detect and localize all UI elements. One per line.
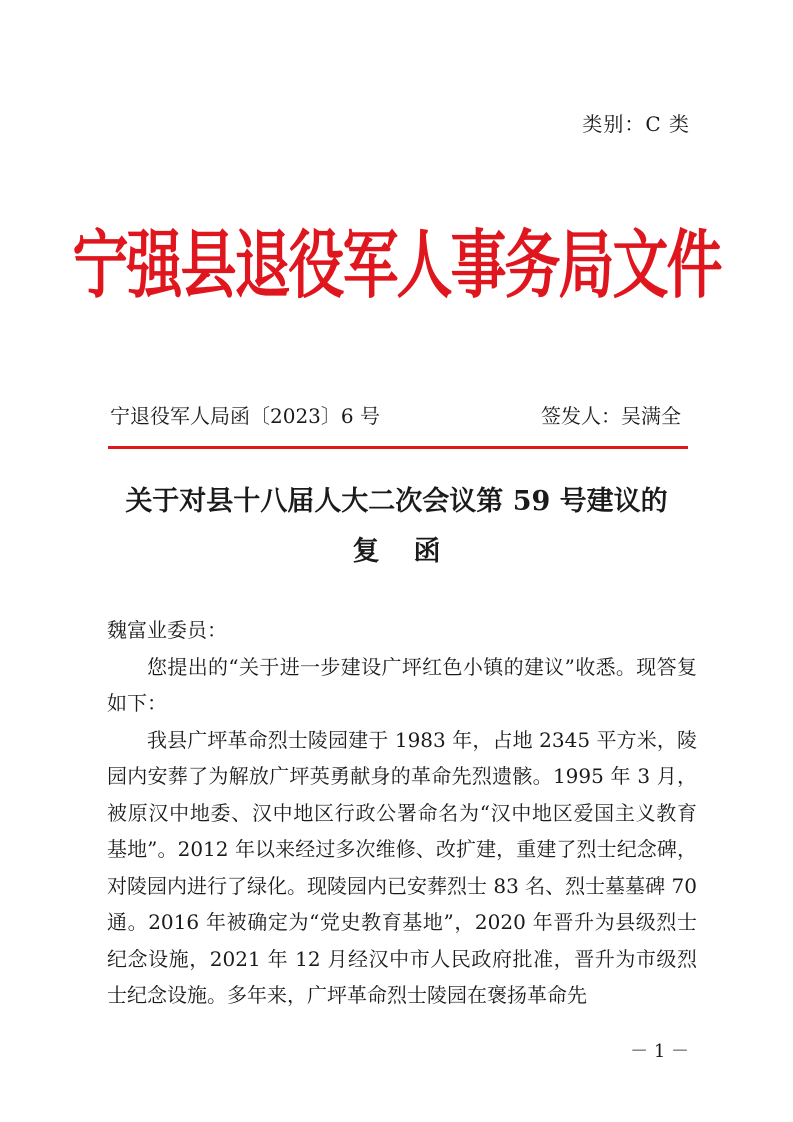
paragraph: 我县广坪革命烈士陵园建于 1983 年，占地 2345 平方米，陵园内安葬了为解放广坪英勇献身的革命先烈遗骸。1995 年 3 月，被原汉中地委、汉中地区行政公署命名为“汉中地区爱国主义教育基地”。2012 年以来经过多次维修、改扩建，重建了烈士纪念碑，对陵园内进行了绿化。现陵园内已安葬烈士 83 名、烈士墓墓碑 70 通。2016 年被确定为“党史教育基地”，2020 年晋升为县级烈士纪念设施，2021 年 12 月经汉中市人民政府批准，晋升为市级烈士纪念设施。多年来，广坪革命烈士陵园在褒扬革命先: [107, 727, 697, 1007]
paragraph: 您提出的“关于进一步建设广坪红色小镇的建议”收悉。现答复如下：: [107, 654, 697, 715]
red-separator-line: [108, 446, 688, 449]
document-category: 类别：C 类: [582, 112, 690, 136]
document-number: 宁退役军人局函〔2023〕6 号: [110, 404, 380, 428]
document-title: [60, 477, 733, 577]
salutation: 魏富业委员：: [107, 618, 227, 642]
title-line-1: 关于对县十八届人大二次会议第 59 号建议的: [125, 486, 668, 517]
page-number: － 1 －: [630, 1041, 689, 1062]
document-body: [107, 612, 697, 1014]
title-line-2: 复函: [352, 536, 475, 567]
agency-red-header: 宁强县退役军人事务局文件: [72, 223, 721, 310]
issuer-signatory: 签发人：吴满全: [541, 404, 681, 428]
